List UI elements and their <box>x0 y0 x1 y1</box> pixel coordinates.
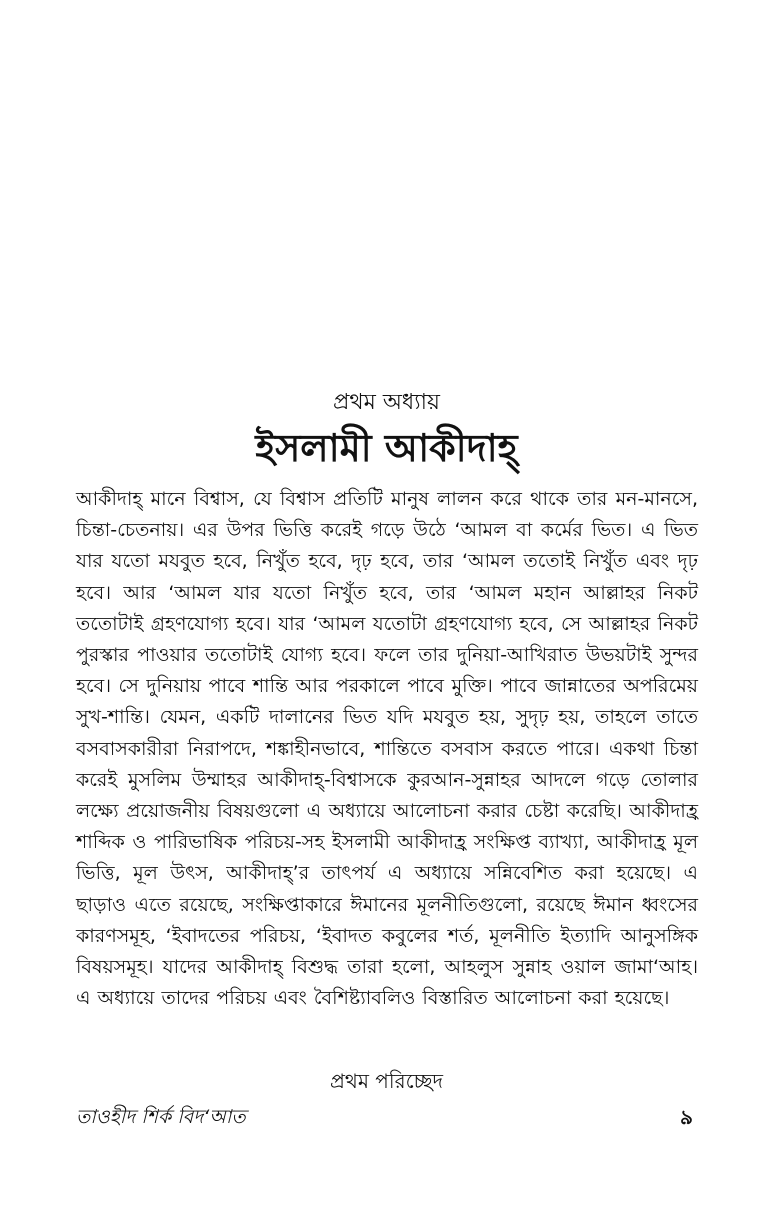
chapter-title: ইসলামী আকীদাহ্ <box>255 426 518 470</box>
body-text <box>76 484 698 1014</box>
body-paragraph: আকীদাহ্ মানে বিশ্বাস, যে বিশ্বাস প্রতিটি মানুষ লালন করে থাকে তার মন-মানসে, চিন্তা-চেতনায়। এর উপর ভিত্তি করেই গড়ে উঠে ‘আমল বা কর্মের ভিত। এ ভিত যার যতো মযবুত হবে, নিখুঁত হবে, দৃঢ় হবে, তার ‘আমল ততোই নিখুঁত এবং দৃঢ় হবে। আর ‘আমল যার যতো নিখুঁত হবে, তার ‘আমল মহান আল্লাহর নিকট ততোটাই গ্রহণযোগ্য হবে। যার ‘আমল যতোটা গ্রহণযোগ্য হবে, সে আল্লাহর নিকট পুরস্কার পাওয়ার ততোটাই যোগ্য হবে। ফলে তার দুনিয়া-আখিরাত উভয়টাই সুন্দর হবে। সে দুনিয়ায় পাবে শান্তি আর পরকালে পাবে মুক্তি। পাবে জান্নাতের অপরিমেয় সুখ-শান্তি। যেমন, একটি দালানের ভিত যদি মযবুত হয়, সুদৃঢ় হয়, তাহলে তাতে বসবাসকারীরা নিরাপদে, শঙ্কাহীনভাবে, শান্তিতে বসবাস করতে পারে। একথা চিন্তা করেই মুসলিম উম্মাহর আকীদাহ্-বিশ্বাসকে কুরআন-সুন্নাহর আদলে গড়ে তোলার লক্ষ্যে প্রয়োজনীয় বিষয়গুলো এ অধ্যায়ে আলোচনা করার চেষ্টা করেছি। আকীদাহ্র শাব্দিক ও পারিভাষিক পরিচয়-সহ ইসলামী আকীদাহ্র সংক্ষিপ্ত ব্যাখ্যা, আকীদাহ্র মূল ভিত্তি, মূল উৎস, আকীদাহ্’র তাৎপর্য এ অধ্যায়ে সন্নিবেশিত করা হয়েছে। এ ছাড়াও এতে রয়েছে, সংক্ষিপ্তাকারে ঈমানের মূলনীতিগুলো, রয়েছে ঈমান ধ্বংসের কারণসমূহ, ‘ইবাদতের পরিচয়, ‘ইবাদত কবুলের শর্ত, মূলনীতি ইত্যাদি আনুসঙ্গিক বিষয়সমূহ। যাদের আকীদাহ্ বিশুদ্ধ তারা হলো, আহলুস সুন্নাহ ওয়াল জামা‘আহ। এ অধ্যায়ে তাদের পরিচয় এবং বৈশিষ্ট্যাবলিও বিস্তারিত আলোচনা করা হয়েছে। <box>76 488 698 1010</box>
chapter-label: প্রথম অধ্যায় <box>333 390 440 415</box>
page-number: ৯ <box>680 1105 693 1129</box>
running-footer-title: তাওহীদ শির্ক বিদ‘আত <box>76 1106 246 1128</box>
section-heading: প্রথম পরিচ্ছেদ <box>329 1069 444 1093</box>
